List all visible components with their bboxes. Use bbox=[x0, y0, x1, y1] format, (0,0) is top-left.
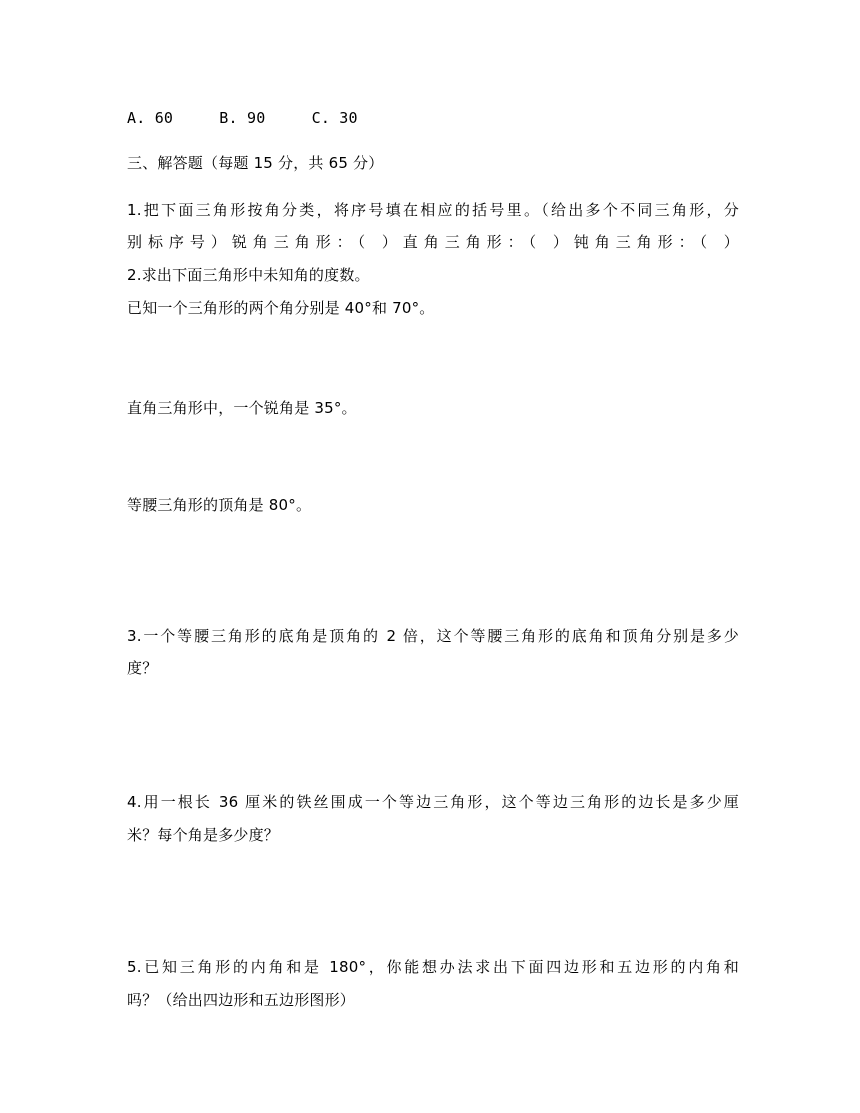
question-2-part-b: 直角三角形中，一个锐角是 35°。 bbox=[127, 399, 357, 417]
question-2-part-a: 已知一个三角形的两个角分别是 40°和 70°。 bbox=[127, 299, 435, 317]
question-4-line-1: 4.用一根长 36 厘米的铁丝围成一个等边三角形，这个等边三角形的边长是多少厘 bbox=[127, 793, 739, 811]
question-1-line-2: 别标序号）锐角三角形：（ ）直角三角形：（ ）钝角三角形：（ ） bbox=[127, 233, 739, 251]
question-3-line-1: 3.一个等腰三角形的底角是顶角的 2 倍，这个等腰三角形的底角和顶角分别是多少 bbox=[127, 627, 739, 645]
answer-options: A. 60 B. 90 C. 30 bbox=[127, 109, 358, 127]
question-2-title: 2.求出下面三角形中未知角的度数。 bbox=[127, 266, 370, 284]
question-1-line-1: 1.把下面三角形按角分类，将序号填在相应的括号里。（给出多个不同三角形，分 bbox=[127, 201, 739, 219]
question-5-line-1: 5.已知三角形的内角和是 180°，你能想办法求出下面四边形和五边形的内角和 bbox=[127, 958, 739, 976]
question-3-line-2: 度？ bbox=[127, 659, 158, 677]
question-2-part-c: 等腰三角形的顶角是 80°。 bbox=[127, 496, 312, 514]
question-4-line-2: 米？每个角是多少度？ bbox=[127, 826, 280, 844]
question-5-line-2: 吗？（给出四边形和五边形图形） bbox=[127, 991, 356, 1009]
section-title: 三、解答题（每题 15 分，共 65 分） bbox=[127, 154, 384, 172]
